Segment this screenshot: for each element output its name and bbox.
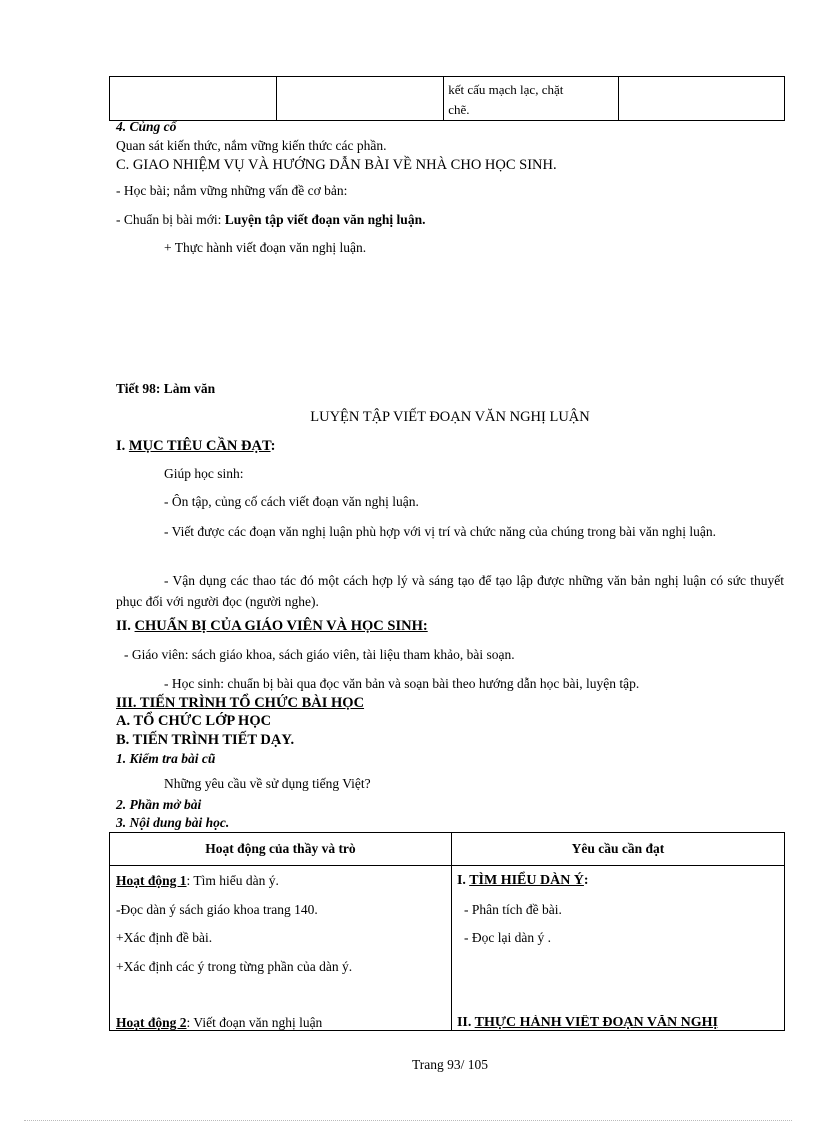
lesson-title: LUYỆN TẬP VIẾT ĐOẠN VĂN NGHỊ LUẬN (310, 409, 590, 425)
hd2-label: Hoạt động 2 (116, 1015, 187, 1030)
section-c-line-2-bold: Luyện tập viết đoạn văn nghị luận. (224, 212, 426, 227)
r1-heading (457, 873, 589, 889)
section-1-p1: Giúp học sinh: (164, 466, 244, 481)
section-1-p4: - Vận dụng các thao tác đó một cách hợp lý và sáng tạo để tạo lập được những văn bản nghị luận có sức thuyết phục đối với người đọc (người nghe). (116, 573, 784, 609)
hd1-text: : Tìm hiểu dàn ý. (186, 873, 279, 888)
cung-co-heading: 4. Củng cố (116, 119, 177, 134)
section-1-prefix: I. (116, 438, 126, 454)
r2-heading (457, 1015, 783, 1031)
section-c-line-2 (116, 212, 425, 228)
section-1-title: MỤC TIÊU CẦN ĐẠT (128, 438, 271, 454)
hd2-line (116, 1015, 322, 1031)
hd1-line (116, 873, 279, 889)
hd1-l1: -Đọc dàn ý sách giáo khoa trang 140. (116, 902, 318, 917)
section-3-k1: 1. Kiểm tra bài cũ (116, 751, 216, 766)
main-table (109, 832, 785, 1031)
r1-colon: : (583, 873, 589, 888)
section-2-p1: - Giáo viên: sách giáo khoa, sách giáo viên, tài liệu tham khảo, bài soạn. (124, 647, 515, 662)
section-2-prefix: II. (116, 618, 131, 634)
section-2-title: CHUẨN BỊ CỦA GIÁO VIÊN VÀ HỌC SINH: (134, 618, 428, 634)
r1-prefix: I. (456, 873, 466, 888)
top-table-cell-1 (110, 77, 277, 121)
lesson-period: Tiết 98: Làm văn (116, 381, 216, 396)
section-1-p3: - Viết được các đoạn văn nghị luận phù hợp với vị trí và chức năng của chúng trong bài văn nghị luận. (164, 524, 716, 539)
top-table-cell-3-line-2: chẽ. (448, 102, 470, 117)
main-table-header-1 (110, 833, 452, 866)
section-c-line-3: + Thực hành viết đoạn văn nghị luận. (164, 240, 367, 255)
hd1-l2: +Xác định đề bài. (116, 930, 213, 945)
section-3-k3: 3. Nội dung bài học. (116, 815, 230, 830)
page-number: Trang 93/ 105 (411, 1057, 488, 1072)
main-table-left-cell (110, 866, 452, 1031)
top-table-cell-3 (444, 77, 619, 121)
section-c-line-2-prefix: - Chuẩn bị bài mới: (116, 212, 222, 227)
r1-l1: - Phân tích đề bài. (463, 902, 562, 917)
main-table-header-1-text: Hoạt động của thầy và trò (205, 841, 356, 856)
top-table-cell-2 (277, 77, 444, 121)
r1-l2: - Đọc lại dàn ý . (463, 930, 551, 945)
section-3-k1-text: Những yêu cầu về sử dụng tiếng Việt? (164, 776, 371, 791)
r2-title: THỰC HÀNH VIẾT ĐOẠN VĂN NGHỊ (474, 1015, 718, 1030)
top-table (109, 76, 785, 121)
r1-title: TÌM HIỂU DÀN Ý (469, 873, 584, 888)
section-1-colon: : (270, 438, 276, 454)
section-3-a: A. TỔ CHỨC LỚP HỌC (116, 713, 272, 729)
r2-prefix: II. (456, 1015, 472, 1030)
page-bottom-divider (24, 1120, 792, 1121)
hd1-l3: +Xác định các ý trong từng phần của dàn ý. (116, 959, 353, 974)
section-1-p2: - Ôn tập, củng cố cách viết đoạn văn nghị luận. (164, 494, 419, 509)
section-2-p2: - Học sinh: chuẩn bị bài qua đọc văn bản và soạn bài theo hướng dẫn học bài, luyện tập. (164, 676, 640, 691)
main-table-header-2 (451, 833, 784, 866)
hd1-label: Hoạt động 1 (116, 873, 187, 888)
cung-co-text: Quan sát kiến thức, nắm vững kiến thức các phần. (116, 138, 387, 153)
hd2-text: : Viết đoạn văn nghị luận (186, 1015, 323, 1030)
main-table-header-2-text: Yêu cầu cần đạt (571, 841, 665, 856)
section-3-k2: 2. Phần mở bài (116, 797, 202, 812)
section-3-heading: III. TIẾN TRÌNH TỔ CHỨC BÀI HỌC (116, 695, 365, 711)
section-c-line-1: - Học bài; nắm vững những vấn đề cơ bản: (116, 183, 348, 198)
section-1-heading (116, 438, 275, 455)
section-2-heading (116, 618, 428, 635)
main-table-right-cell (451, 866, 784, 1031)
top-table-cell-4 (618, 77, 784, 121)
section-3-b: B. TIẾN TRÌNH TIẾT DẠY. (116, 732, 295, 748)
top-table-cell-3-line-1: kết cấu mạch lạc, chặt (448, 82, 564, 97)
section-c-heading: C. GIAO NHIỆM VỤ VÀ HƯỚNG DẪN BÀI VỀ NHÀ CHO HỌC SINH. (116, 157, 557, 173)
